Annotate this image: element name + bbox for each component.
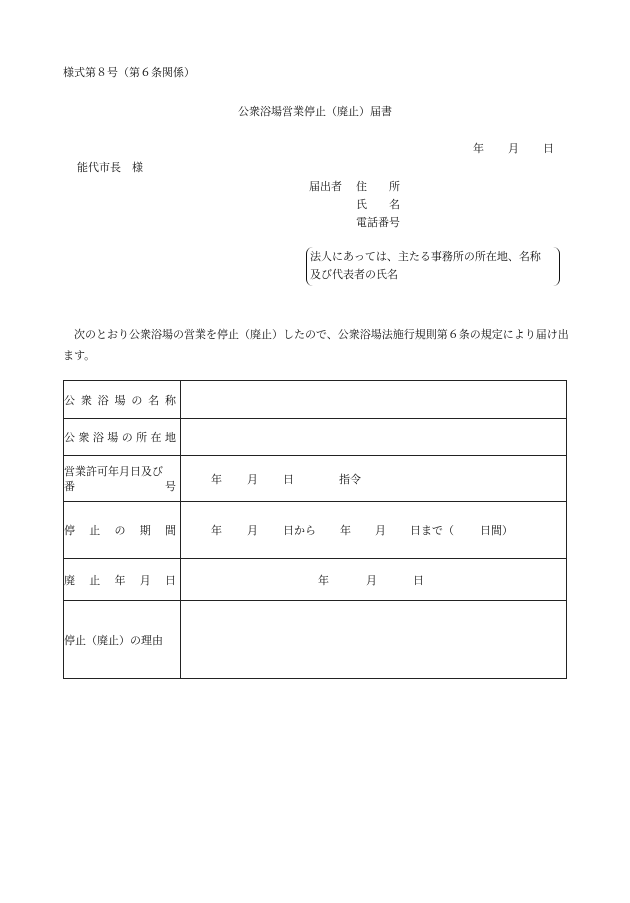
- row-facility-location: [64, 419, 567, 456]
- row-suspension: [64, 502, 567, 559]
- row-reason: [64, 601, 567, 679]
- applicant-name-label: 氏 名: [356, 198, 400, 211]
- date-year-label: 年: [473, 142, 484, 155]
- permit-month-label: 月: [247, 472, 258, 486]
- date-month-label: 月: [508, 142, 519, 155]
- permit-field[interactable]: [181, 456, 567, 502]
- reason-field[interactable]: [181, 601, 567, 679]
- notification-table: [63, 380, 567, 679]
- applicant-address-label: 住 所: [356, 180, 400, 193]
- reason-label-text: 停止（廃止）の理由: [64, 633, 163, 647]
- suspension-period-label: [64, 502, 181, 559]
- facility-name-field[interactable]: [181, 381, 567, 419]
- abolition-date-label-text: 廃 止 年 月 日: [64, 573, 176, 587]
- susp-until-label: 日まで（: [410, 524, 454, 537]
- row-permit: [64, 456, 567, 502]
- abol-year-label: 年: [318, 573, 329, 587]
- body-text: 次のとおり公衆浴場の営業を停止（廃止）したので、公衆浴場法施行規則第６条の規定により届け出ます。: [63, 328, 569, 362]
- permit-label: [64, 456, 181, 502]
- abolition-date-field[interactable]: [181, 559, 567, 601]
- permit-label-text: 営業許可年月日及び 番 号: [64, 464, 176, 493]
- facility-location-field[interactable]: [181, 419, 567, 456]
- susp-month1-label: 月: [247, 524, 258, 537]
- susp-from-label: 日から: [283, 524, 316, 537]
- facility-name-label-text: 公 衆 浴 場 の 名 称: [64, 393, 176, 407]
- suspension-period-label-text: 停 止 の 期 間: [64, 524, 176, 537]
- susp-year2-label: 年: [340, 524, 351, 537]
- permit-year-label: 年: [211, 472, 222, 486]
- facility-location-label-text: 公 衆 浴 場 の 所 在 地: [64, 431, 176, 444]
- corporate-note-line2: 及び代表者の氏名: [310, 268, 398, 281]
- corporate-note-line1: 法人にあっては、主たる事務所の所在地、名称: [310, 250, 541, 263]
- document-title: 公衆浴場営業停止（廃止）届書: [238, 105, 392, 118]
- susp-year1-label: 年: [211, 524, 222, 537]
- row-facility-name: [64, 381, 567, 419]
- addressee: 能代市長 様: [77, 161, 143, 174]
- suspension-period-field[interactable]: [181, 502, 567, 559]
- permit-directive-label: 指令: [339, 472, 361, 486]
- applicant-label: 届出者: [309, 180, 342, 193]
- abol-month-label: 月: [366, 573, 377, 587]
- permit-day-label: 日: [283, 472, 294, 486]
- reason-label: [64, 601, 181, 679]
- applicant-phone-label: 電話番号: [356, 216, 400, 229]
- facility-name-label: [64, 381, 181, 419]
- date-day-label: 日: [543, 142, 554, 155]
- row-abolition: [64, 559, 567, 601]
- susp-days-label: 日間）: [480, 524, 513, 537]
- abol-day-label: 日: [413, 573, 424, 587]
- susp-month2-label: 月: [375, 524, 386, 537]
- abolition-date-label: [64, 559, 181, 601]
- facility-location-label: [64, 419, 181, 456]
- form-number: 様式第８号（第６条関係）: [63, 66, 195, 79]
